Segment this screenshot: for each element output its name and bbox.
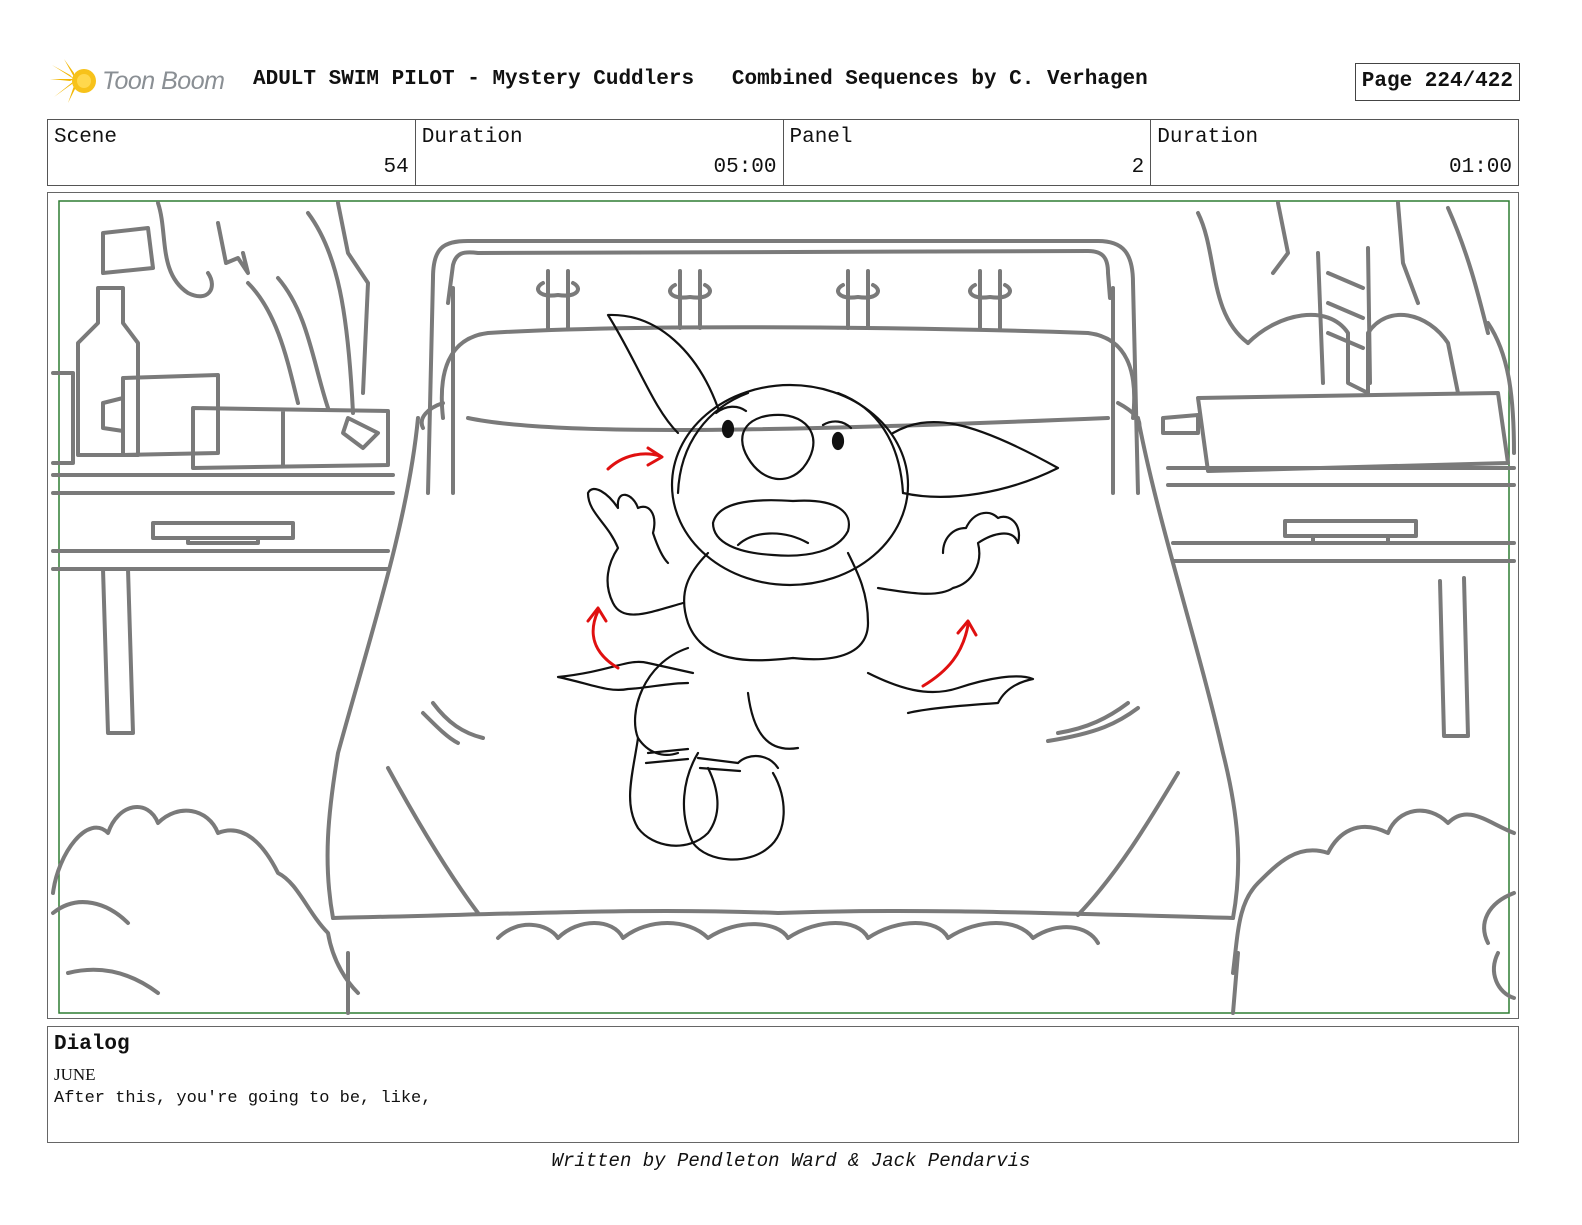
scene-cell <box>48 120 416 185</box>
scene-value: 54 <box>383 156 409 179</box>
writer-credit: Written by Pendleton Ward & Jack Pendarvis <box>551 1150 1031 1172</box>
page-header <box>50 55 1522 107</box>
scene-duration-cell <box>416 120 784 185</box>
background-sketch <box>53 203 1514 1013</box>
dialog-line: After this, you're going to be, like, <box>54 1089 432 1108</box>
document-title <box>253 68 1148 91</box>
scene-label: Scene <box>54 126 118 149</box>
safe-frame <box>59 201 1509 1013</box>
logo-text: Toon Boom <box>102 67 225 95</box>
starburst-icon <box>50 57 100 105</box>
panel-duration-label: Duration <box>1157 126 1259 149</box>
scene-duration-value: 05:00 <box>713 156 777 179</box>
page-number: Page 224/422 <box>1355 63 1520 101</box>
dialog-box <box>47 1026 1519 1143</box>
panel-label: Panel <box>789 126 853 149</box>
sequence-credit: Combined Sequences by C. Verhagen <box>731 68 1148 91</box>
project-title: ADULT SWIM PILOT - Mystery Cuddlers <box>253 68 695 91</box>
character-sketch <box>558 315 1058 860</box>
panel-cell <box>784 120 1152 185</box>
panel-value: 2 <box>1131 156 1145 179</box>
panel-duration-value: 01:00 <box>1448 156 1512 179</box>
scene-info-row <box>47 119 1519 186</box>
storyboard-panel <box>47 192 1519 1019</box>
motion-arrows <box>588 448 976 686</box>
scene-duration-label: Duration <box>421 126 523 149</box>
panel-duration-cell <box>1151 120 1518 185</box>
panel-sketch <box>48 193 1519 1019</box>
dialog-speaker: JUNE <box>54 1065 96 1084</box>
toon-boom-logo <box>50 57 240 105</box>
dialog-label: Dialog <box>54 1033 130 1056</box>
